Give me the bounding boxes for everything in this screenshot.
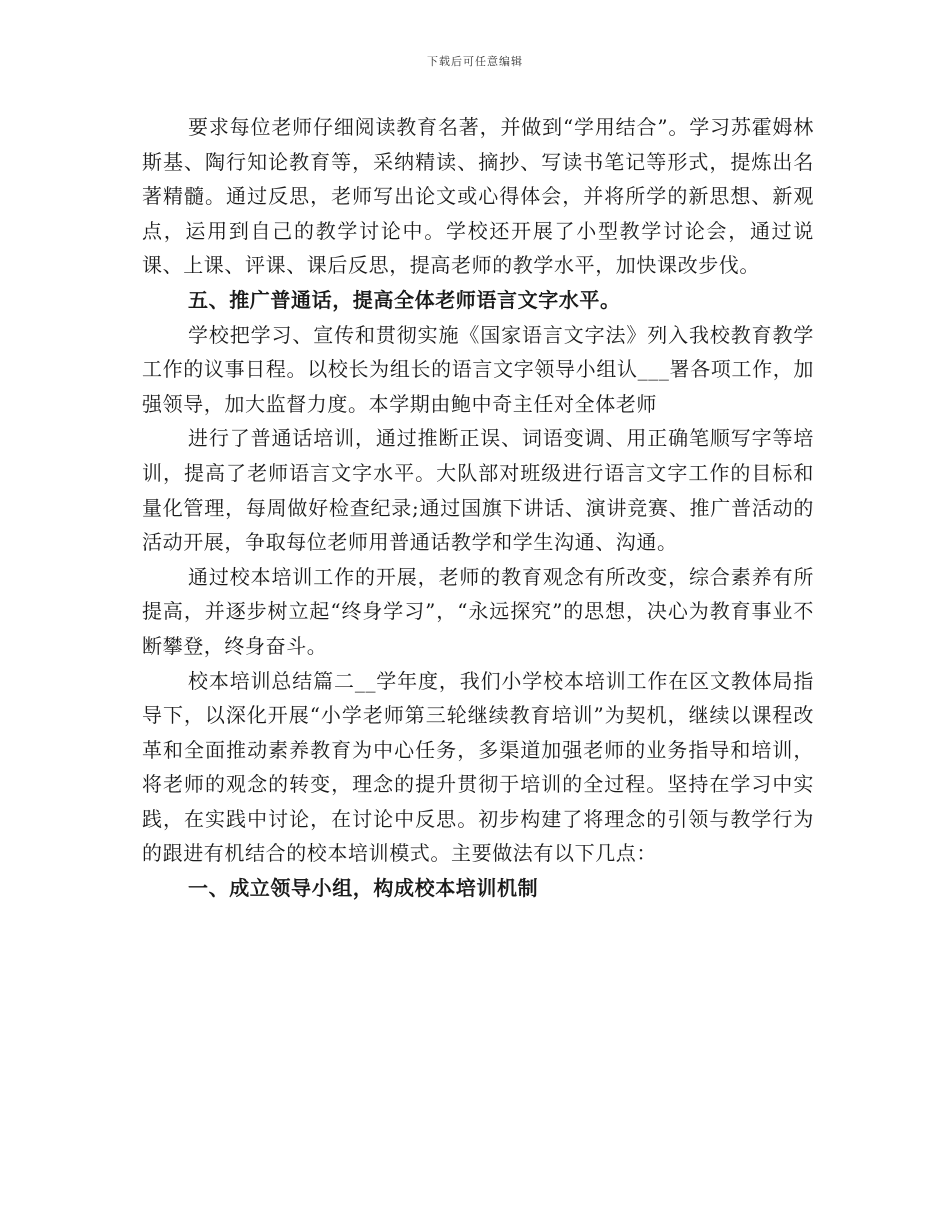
page-header: 下载后可任意编辑 xyxy=(427,55,523,68)
paragraph-training-results: 通过校本培训工作的开展，老师的教育观念有所改变，综合素养有所提高，并逐步树立起“终身学习”，“永远探究”的思想，决心为教育事业不断攀登，终身奋斗。 xyxy=(142,564,814,658)
paragraph-language-law: 学校把学习、宣传和贯彻实施《国家语言文字法》列入我校教育教学工作的议事日程。以校长为组长的语言文字领导小组认___署各项工作，加强领导，加大监督力度。本学期由鲍中奇主任对全体老师 xyxy=(142,322,814,416)
paragraph-summary-part-two: 校本培训总结篇二__学年度，我们小学校本培训工作在区文教体局指导下，以深化开展“小学老师第三轮继续教育培训”为契机，继续以课程改革和全面推动素养教育为中心任务，多渠道加强老师的业务指导和培训，将老师的观念的转变，理念的提升贯彻于培训的全过程。坚持在学习中实践，在实践中讨论，在讨论中反思。初步构建了将理念的引领与教学行为的跟进有机结合的校本培训模式。主要做法有以下几点： xyxy=(142,668,814,866)
document-body xyxy=(142,110,814,906)
paragraph-putonghua-training: 进行了普通话培训，通过推断正误、词语变调、用正确笔顺写字等培训，提高了老师语言文字水平。大队部对班级进行语言文字工作的目标和量化管理，每周做好检查纪录;通过国旗下讲话、演讲竞赛、推广普活动的活动开展，争取每位老师用普通话教学和学生沟通、沟通。 xyxy=(142,426,814,555)
section-heading-five: 五、推广普通话，提高全体老师语言文字水平。 xyxy=(188,287,621,312)
section-heading-one: 一、成立领导小组，构成校本培训机制 xyxy=(188,876,539,901)
paragraph-reading-classics: 要求每位老师仔细阅读教育名著，并做到“学用结合”。学习苏霍姆林斯基、陶行知论教育等，采纳精读、摘抄、写读书笔记等形式，提炼出名著精髓。通过反思，老师写出论文或心得体会，并将所学的新思想、新观点，运用到自己的教学讨论中。学校还开展了小型教学讨论会，通过说课、上课、评课、课后反思，提高老师的教学水平，加快课改步伐。 xyxy=(142,115,814,278)
